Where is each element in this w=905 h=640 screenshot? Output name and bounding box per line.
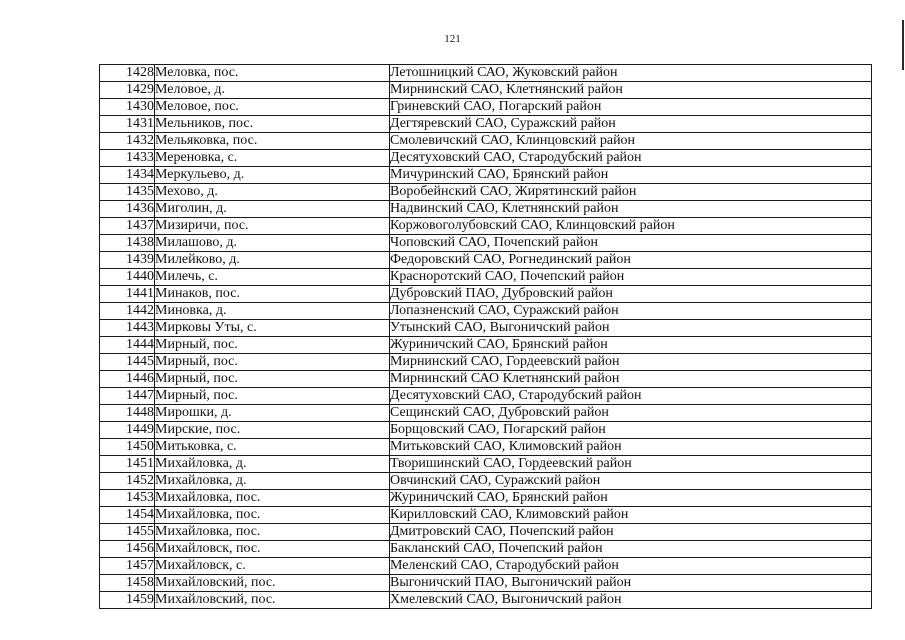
administrative-district-cell: Бакланский САО, Почепский район <box>390 541 872 558</box>
settlement-name-cell: Меловое, пос. <box>155 99 390 116</box>
table-row <box>100 235 872 252</box>
administrative-district-cell: Мирнинский САО, Гордеевский район <box>390 354 872 371</box>
table-row <box>100 184 872 201</box>
administrative-district-cell: Дмитровский САО, Почепский район <box>390 524 872 541</box>
row-number-cell: 1429 <box>100 82 155 99</box>
row-number-cell: 1435 <box>100 184 155 201</box>
row-number-cell: 1432 <box>100 133 155 150</box>
administrative-district-cell: Творишинский САО, Гордеевский район <box>390 456 872 473</box>
table-row <box>100 218 872 235</box>
administrative-district-cell: Красноротский САО, Почепский район <box>390 269 872 286</box>
administrative-district-cell: Утынский САО, Выгоничский район <box>390 320 872 337</box>
settlement-name-cell: Мереновка, с. <box>155 150 390 167</box>
settlement-name-cell: Михайловка, д. <box>155 456 390 473</box>
administrative-district-cell: Смолевичский САО, Клинцовский район <box>390 133 872 150</box>
administrative-district-cell: Надвинский САО, Клетнянский район <box>390 201 872 218</box>
row-number-cell: 1451 <box>100 456 155 473</box>
row-number-cell: 1437 <box>100 218 155 235</box>
administrative-district-cell: Десятуховский САО, Стародубский район <box>390 150 872 167</box>
row-number-cell: 1458 <box>100 575 155 592</box>
settlement-name-cell: Мизиричи, пос. <box>155 218 390 235</box>
administrative-district-cell: Гриневский САО, Погарский район <box>390 99 872 116</box>
table-row <box>100 65 872 82</box>
settlement-name-cell: Милашово, д. <box>155 235 390 252</box>
administrative-district-cell: Федоровский САО, Рогнединский район <box>390 252 872 269</box>
administrative-district-cell: Меленский САО, Стародубский район <box>390 558 872 575</box>
row-number-cell: 1452 <box>100 473 155 490</box>
settlement-name-cell: Минаков, пос. <box>155 286 390 303</box>
page-number: 121 <box>444 33 461 45</box>
settlement-name-cell: Мирный, пос. <box>155 337 390 354</box>
administrative-district-cell: Сещинский САО, Дубровский район <box>390 405 872 422</box>
administrative-district-cell: Летошницкий САО, Жуковский район <box>390 65 872 82</box>
table-row <box>100 507 872 524</box>
row-number-cell: 1428 <box>100 65 155 82</box>
table-row <box>100 473 872 490</box>
administrative-district-cell: Журиничский САО, Брянский район <box>390 337 872 354</box>
settlement-name-cell: Мельяковка, пос. <box>155 133 390 150</box>
settlement-name-cell: Михайловка, пос. <box>155 490 390 507</box>
table-row <box>100 133 872 150</box>
settlement-name-cell: Миголин, д. <box>155 201 390 218</box>
row-number-cell: 1457 <box>100 558 155 575</box>
row-number-cell: 1450 <box>100 439 155 456</box>
administrative-district-cell: Лопазненский САО, Суражский район <box>390 303 872 320</box>
settlement-name-cell: Михайловский, пос. <box>155 592 390 609</box>
row-number-cell: 1444 <box>100 337 155 354</box>
settlement-name-cell: Михайловск, пос. <box>155 541 390 558</box>
table-row <box>100 490 872 507</box>
table-row <box>100 320 872 337</box>
row-number-cell: 1440 <box>100 269 155 286</box>
table-row <box>100 388 872 405</box>
settlement-name-cell: Мирские, пос. <box>155 422 390 439</box>
table-row <box>100 201 872 218</box>
table-body <box>100 65 872 609</box>
administrative-district-cell: Борщовский САО, Погарский район <box>390 422 872 439</box>
administrative-district-cell: Мирнинский САО, Клетнянский район <box>390 82 872 99</box>
settlement-name-cell: Михайловск, с. <box>155 558 390 575</box>
table-row <box>100 337 872 354</box>
table-row <box>100 252 872 269</box>
table-row <box>100 82 872 99</box>
row-number-cell: 1442 <box>100 303 155 320</box>
row-number-cell: 1430 <box>100 99 155 116</box>
table-row <box>100 592 872 609</box>
settlement-name-cell: Мирный, пос. <box>155 388 390 405</box>
settlement-name-cell: Милейково, д. <box>155 252 390 269</box>
administrative-district-cell: Мичуринский САО, Брянский район <box>390 167 872 184</box>
table-row <box>100 575 872 592</box>
table-row <box>100 524 872 541</box>
table-row <box>100 150 872 167</box>
administrative-district-cell: Мирнинский САО Клетнянский район <box>390 371 872 388</box>
table-row <box>100 439 872 456</box>
row-number-cell: 1438 <box>100 235 155 252</box>
settlement-name-cell: Мирошки, д. <box>155 405 390 422</box>
settlement-name-cell: Михайловский, пос. <box>155 575 390 592</box>
administrative-district-cell: Хмелевский САО, Выгоничский район <box>390 592 872 609</box>
table-row <box>100 456 872 473</box>
settlement-name-cell: Меркульево, д. <box>155 167 390 184</box>
settlement-name-cell: Меловое, д. <box>155 82 390 99</box>
row-number-cell: 1439 <box>100 252 155 269</box>
administrative-district-cell: Кирилловский САО, Климовский район <box>390 507 872 524</box>
administrative-district-cell: Коржовоголубовский САО, Клинцовский район <box>390 218 872 235</box>
settlement-name-cell: Меловка, пос. <box>155 65 390 82</box>
row-number-cell: 1456 <box>100 541 155 558</box>
table-row <box>100 286 872 303</box>
table-row <box>100 558 872 575</box>
settlement-name-cell: Мехово, д. <box>155 184 390 201</box>
row-number-cell: 1433 <box>100 150 155 167</box>
row-number-cell: 1453 <box>100 490 155 507</box>
administrative-district-cell: Выгоничский ПАО, Выгоничский район <box>390 575 872 592</box>
administrative-district-cell: Митьковский САО, Климовский район <box>390 439 872 456</box>
row-number-cell: 1443 <box>100 320 155 337</box>
settlement-name-cell: Милечь, с. <box>155 269 390 286</box>
row-number-cell: 1448 <box>100 405 155 422</box>
settlement-name-cell: Михайловка, пос. <box>155 507 390 524</box>
table-row <box>100 354 872 371</box>
administrative-district-cell: Журиничский САО, Брянский район <box>390 490 872 507</box>
row-number-cell: 1431 <box>100 116 155 133</box>
table-row <box>100 371 872 388</box>
table-row <box>100 422 872 439</box>
row-number-cell: 1436 <box>100 201 155 218</box>
settlement-name-cell: Мирковы Уты, с. <box>155 320 390 337</box>
row-number-cell: 1446 <box>100 371 155 388</box>
settlement-name-cell: Миновка, д. <box>155 303 390 320</box>
settlement-name-cell: Михайловка, д. <box>155 473 390 490</box>
row-number-cell: 1445 <box>100 354 155 371</box>
administrative-district-cell: Овчинский САО, Суражский район <box>390 473 872 490</box>
scan-edge-line <box>902 20 904 70</box>
row-number-cell: 1447 <box>100 388 155 405</box>
administrative-district-cell: Чоповский САО, Почепский район <box>390 235 872 252</box>
row-number-cell: 1434 <box>100 167 155 184</box>
table-row <box>100 99 872 116</box>
row-number-cell: 1449 <box>100 422 155 439</box>
administrative-district-cell: Воробейнский САО, Жирятинский район <box>390 184 872 201</box>
table-row <box>100 541 872 558</box>
administrative-district-cell: Десятуховский САО, Стародубский район <box>390 388 872 405</box>
table-row <box>100 116 872 133</box>
row-number-cell: 1441 <box>100 286 155 303</box>
settlement-name-cell: Мельников, пос. <box>155 116 390 133</box>
settlement-name-cell: Мирный, пос. <box>155 371 390 388</box>
row-number-cell: 1454 <box>100 507 155 524</box>
table-row <box>100 167 872 184</box>
table-row <box>100 405 872 422</box>
table-row <box>100 303 872 320</box>
settlement-name-cell: Митьковка, с. <box>155 439 390 456</box>
table-row <box>100 269 872 286</box>
administrative-district-cell: Дубровский ПАО, Дубровский район <box>390 286 872 303</box>
row-number-cell: 1455 <box>100 524 155 541</box>
settlement-name-cell: Мирный, пос. <box>155 354 390 371</box>
administrative-district-cell: Дегтяревский САО, Суражский район <box>390 116 872 133</box>
settlement-name-cell: Михайловка, пос. <box>155 524 390 541</box>
row-number-cell: 1459 <box>100 592 155 609</box>
settlements-table <box>99 64 872 609</box>
